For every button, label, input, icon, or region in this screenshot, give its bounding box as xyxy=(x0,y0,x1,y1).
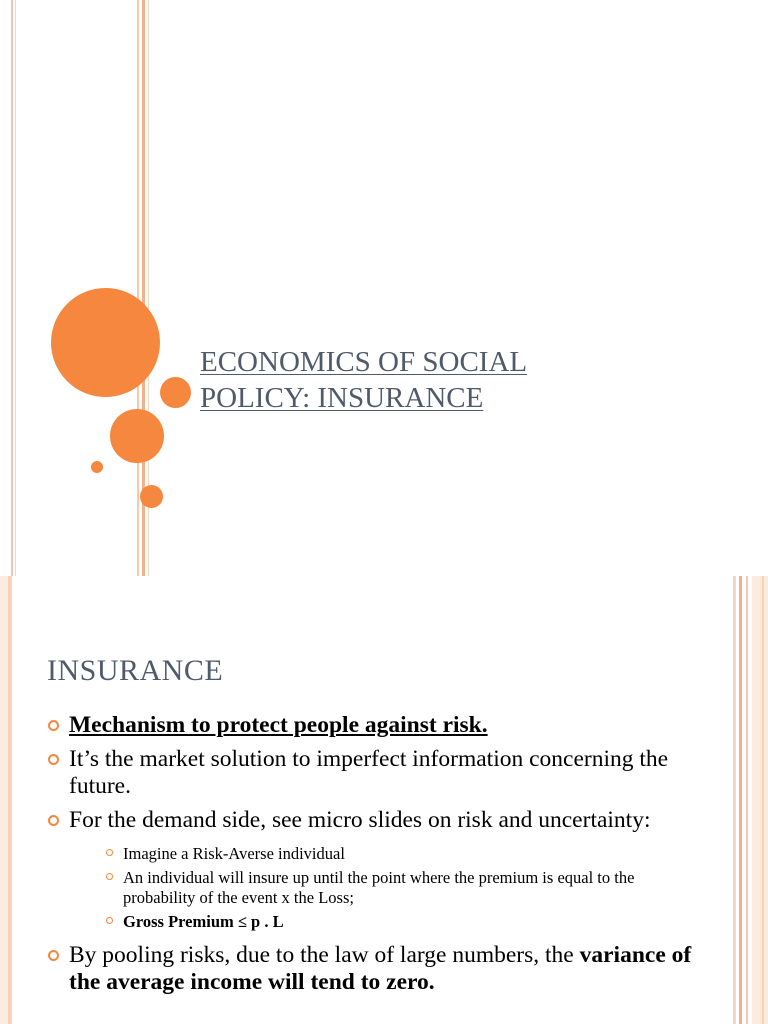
decor-circle xyxy=(140,485,163,508)
sub-bullet-circle-icon xyxy=(106,873,113,880)
bullet-text: For the demand side, see micro slides on risk and uncertainty: xyxy=(69,807,651,833)
sub-bullet-circle-icon xyxy=(106,917,113,924)
bullet-text: Mechanism to protect people against risk. xyxy=(69,712,488,738)
bullet-item xyxy=(0,746,700,800)
bullet-item xyxy=(0,807,700,834)
content-slide xyxy=(0,576,768,1024)
sub-bullet-text: Imagine a Risk-Averse individual xyxy=(123,844,345,863)
sub-bullet-item xyxy=(0,844,643,864)
bullet-list xyxy=(0,712,700,1003)
section-heading: INSURANCE xyxy=(47,654,224,687)
bullet-circle-icon xyxy=(48,815,59,826)
slide-title-line-2: POLICY: INSURANCE xyxy=(200,382,484,414)
bullet-text: It’s the market solution to imperfect information concerning the future. xyxy=(69,746,669,799)
bullet-text-emphasis: variance of the average income will tend to zero. xyxy=(69,942,692,995)
sub-bullet-item xyxy=(0,868,643,908)
bullet-item xyxy=(0,942,700,996)
bullet-circle-icon xyxy=(48,754,59,765)
decor-line xyxy=(137,0,139,576)
slide-title xyxy=(200,344,720,416)
sub-bullet-item xyxy=(0,912,643,932)
sub-bullet-text: Gross Premium ≤ p . L xyxy=(123,912,284,931)
bullet-item xyxy=(0,712,700,739)
decor-band xyxy=(752,576,768,1024)
sub-bullet-text: An individual will insure up until the point where the premium is equal to the probability of the event x the Loss; xyxy=(123,868,635,907)
decor-circle xyxy=(51,288,160,397)
decor-circle xyxy=(110,409,164,463)
decor-line xyxy=(762,576,764,1024)
decor-line xyxy=(739,576,742,1024)
decor-line xyxy=(746,576,748,1024)
decor-line xyxy=(11,0,13,576)
decor-line xyxy=(733,576,736,1024)
bullet-circle-icon xyxy=(48,720,59,731)
bullet-text: By pooling risks, due to the law of large numbers, the xyxy=(69,942,580,968)
bullet-circle-icon xyxy=(48,950,59,961)
decor-circle xyxy=(160,377,191,408)
decor-circle xyxy=(91,461,103,473)
slide-title-line-1: ECONOMICS OF SOCIAL xyxy=(200,346,528,378)
sub-bullet-circle-icon xyxy=(106,849,113,856)
decor-line xyxy=(15,0,16,576)
